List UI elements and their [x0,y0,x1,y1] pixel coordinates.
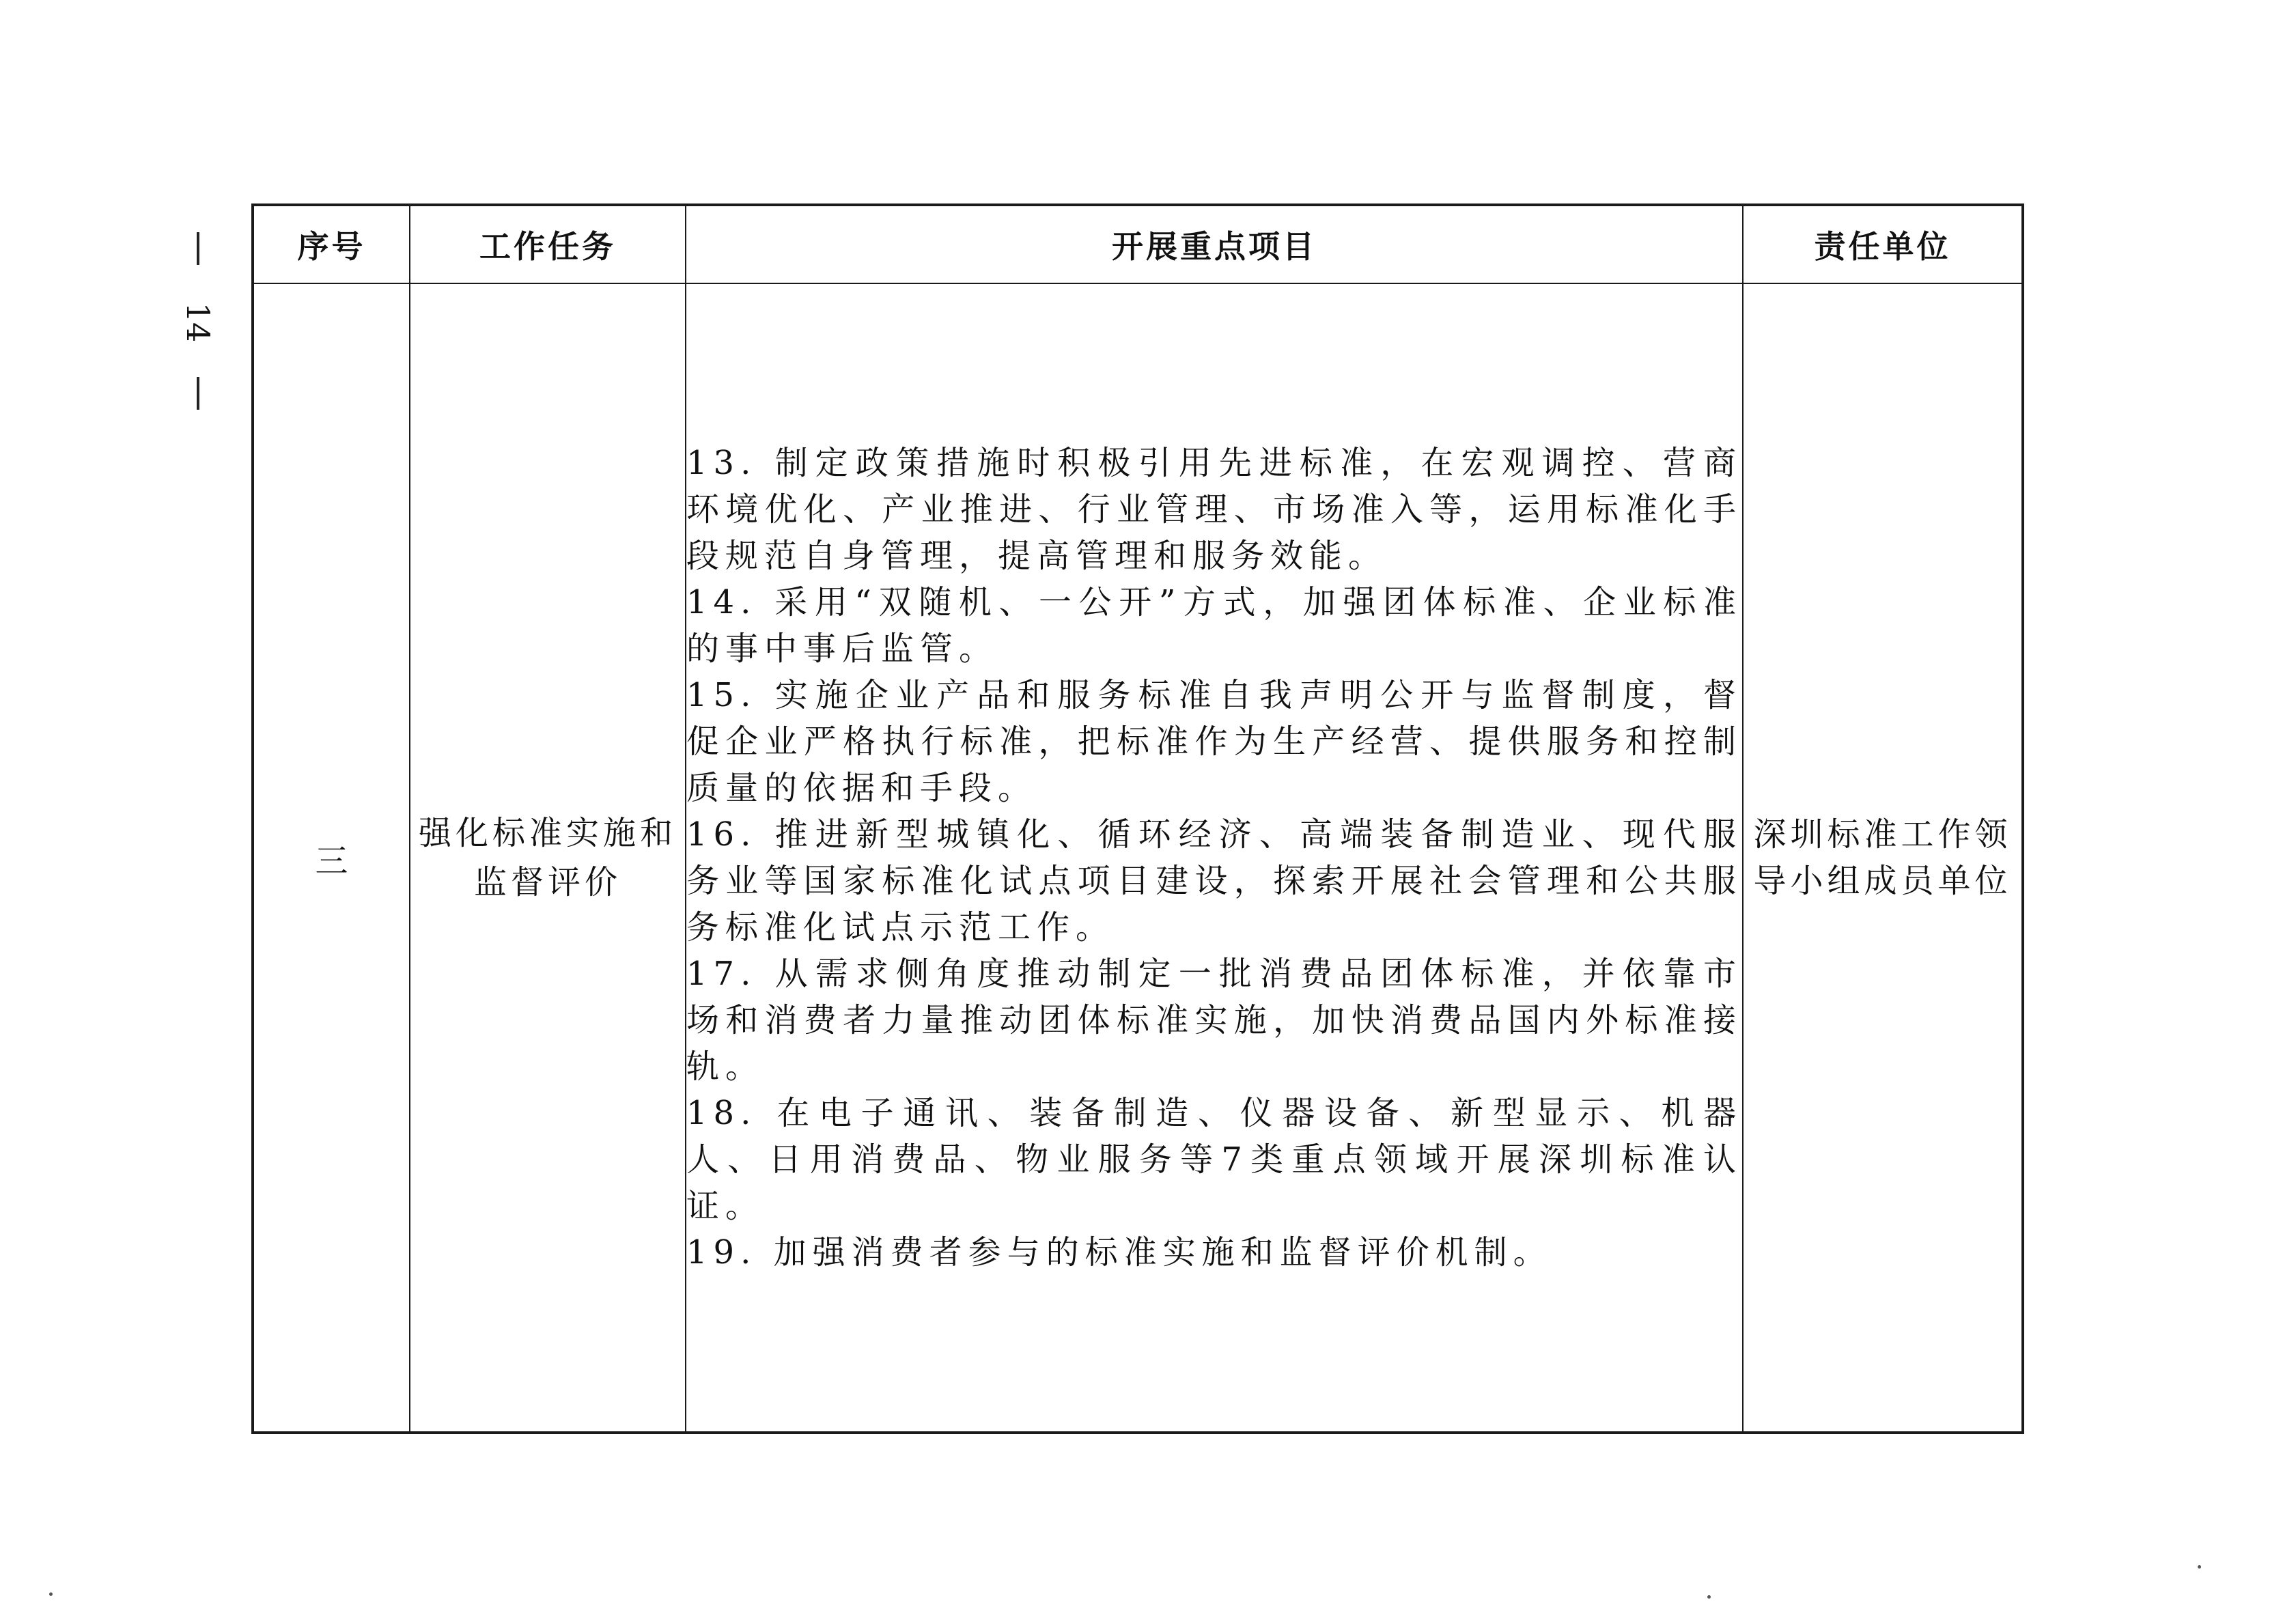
page-number [164,225,232,417]
project-item-14: 14. 采用“双随机、一公开”方式，加强团体标准、企业标准的事中事后监管。 [686,583,1742,668]
header-task: 工作任务 [410,205,686,283]
page-number-dash-bottom [197,377,199,410]
project-item-17: 17. 从需求侧角度推动制定一批消费品团体标准，并依靠市场和消费者力量推动团体标准实施，加快消费品国内外标准接轨。 [686,955,1742,1086]
project-item-19: 19. 加强消费者参与的标准实施和监督评价机制。 [686,1233,1552,1272]
table-header-row [253,205,2023,283]
work-task-table [251,203,2024,1434]
page-number-text: 14 [180,302,216,343]
table-row [253,283,2023,1433]
cell-projects [686,283,1743,1433]
project-item-13: 13. 制定政策措施时积极引用先进标准，在宏观调控、营商环境优化、产业推进、行业管理、市场准入等，运用标准化手段规范自身管理，提高管理和服务效能。 [686,444,1742,575]
scan-speck [49,1592,53,1596]
page-number-dash-top [197,232,199,265]
header-projects: 开展重点项目 [686,205,1743,283]
cell-unit: 深圳标准工作领导小组成员单位 [1743,283,2023,1433]
scan-speck [2198,1565,2201,1569]
project-item-15: 15. 实施企业产品和服务标准自我声明公开与监督制度，督促企业严格执行标准，把标准作为生产经营、提供服务和控制质量的依据和手段。 [686,676,1742,807]
scan-speck [1707,1595,1711,1599]
cell-task: 强化标准实施和监督评价 [410,283,686,1433]
header-unit: 责任单位 [1743,205,2023,283]
project-item-16: 16. 推进新型城镇化、循环经济、高端装备制造业、现代服务业等国家标准化试点项目建设，探索开展社会管理和公共服务标准化试点示范工作。 [686,815,1742,946]
header-seq: 序号 [253,205,410,283]
cell-seq: 三 [253,283,410,1433]
project-item-18: 18. 在电子通讯、装备制造、仪器设备、新型显示、机器人、日用消费品、物业服务等7类重点领域开展深圳标准认证。 [686,1094,1742,1225]
